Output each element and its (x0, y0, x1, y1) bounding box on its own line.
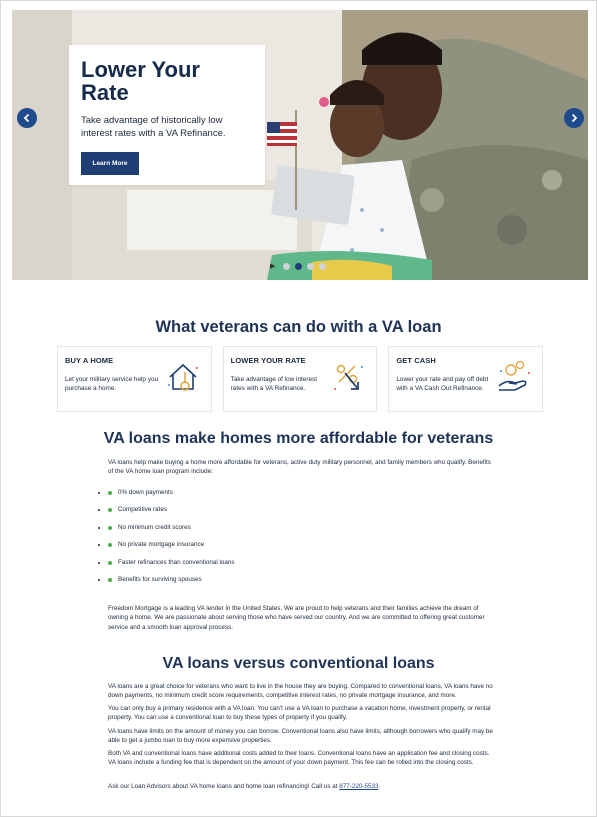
freedom-mortgage-paragraph: Freedom Mortgage is a leading VA lender in the United States. We are proud to help veterans and their families achieve the dream of owning a home. We are passionate about serving those who have served our country. And we are committed to offering great customer service and a smooth loan approval process. (108, 605, 485, 631)
versus-paragraph: You can only buy a primary residence with a VA loan. You can't use a VA loan to purchase a vacation home, investment property, or rental property. You can use a conventional loan to buy these types of property if you qualify. (108, 705, 491, 722)
versus-paragraph: Both VA and conventional loans have additional costs added to their loans. Conventional loans have an application fee and closing costs. VA loans include a funding fee that is dependent on the amount of your down payment. This fee can be rolled into the closing costs. (108, 750, 490, 767)
house-key-icon (164, 359, 202, 397)
cta-text: Ask our Loan Advisors about VA home loans and home loan refinancing! Call us at (108, 783, 340, 790)
feature-card-buy-home[interactable] (57, 346, 212, 412)
benefits-list (108, 488, 408, 592)
card-title: LOWER YOUR RATE (230, 356, 306, 365)
benefit-item: • No minimum credit scores (108, 523, 408, 540)
versus-paragraph: VA loans have limits on the amount of money you can borrow. Conventional loans also have limits, although borrowers who qualify may be able to get a jumbo loan to buy more expensive properties. (108, 728, 493, 745)
cta-end: . (378, 783, 381, 790)
rate-down-arrow-icon (329, 359, 367, 397)
card-text: Let your military service help you purchase a home. (65, 376, 159, 392)
card-title: BUY A HOME (65, 356, 114, 365)
carousel-next-button[interactable] (564, 108, 584, 128)
feature-card-lower-rate[interactable] (223, 346, 378, 412)
hero-title: Lower Your Rate (81, 57, 200, 105)
carousel-indicators (270, 262, 326, 270)
affordable-intro: VA loans help make buying a home more affordable for veterans, active duty military personnel, and family members who qualify. Benefits of the VA home loan program include: (108, 459, 491, 476)
feature-cards (57, 346, 543, 412)
hero-carousel (12, 10, 588, 280)
chevron-left-icon (22, 113, 32, 123)
benefit-item: • 0% down payments (108, 488, 408, 505)
hero-promo-card (69, 45, 265, 185)
feature-card-get-cash[interactable] (388, 346, 543, 412)
what-veterans-title: What veterans can do with a VA loan (155, 318, 442, 336)
carousel-play-icon[interactable]: ▶ (270, 263, 276, 270)
call-to-action (108, 782, 494, 791)
carousel-dot[interactable] (283, 263, 290, 270)
benefit-item: • Competitive rates (108, 505, 408, 522)
hand-coins-icon (495, 359, 533, 397)
chevron-right-icon (569, 113, 579, 123)
benefit-item: • No private mortgage insurance (108, 540, 408, 557)
carousel-dot-active[interactable] (295, 263, 302, 270)
carousel-dot[interactable] (307, 263, 314, 270)
phone-link[interactable]: 877-220-5533 (339, 783, 379, 790)
versus-paragraph: VA loans are a great choice for veterans who want to live in the house they are buying. Compared to conventional loans, VA loans have no down payments, no minimum credit score requirements, competitive interest rates, no private mortgage insurance, and more. (108, 683, 493, 700)
card-text: Take advantage of low interest rates with a VA Refinance. (230, 376, 317, 392)
carousel-dot[interactable] (319, 263, 326, 270)
affordable-title: VA loans make homes more affordable for veterans (103, 430, 494, 447)
benefit-item: • Faster refinances than conventional loans (108, 558, 408, 575)
benefit-item: • Benefits for surviving spouses (108, 575, 408, 592)
versus-title: VA loans versus conventional loans (162, 655, 435, 672)
carousel-prev-button[interactable] (17, 108, 37, 128)
learn-more-button[interactable]: Learn More (81, 152, 139, 175)
card-text: Lower your rate and pay off debt with a VA Cash Out Refinance. (396, 376, 489, 392)
card-title: GET CASH (396, 356, 436, 365)
hero-subtitle: Take advantage of historically low interest rates with a VA Refinance. (81, 115, 226, 139)
